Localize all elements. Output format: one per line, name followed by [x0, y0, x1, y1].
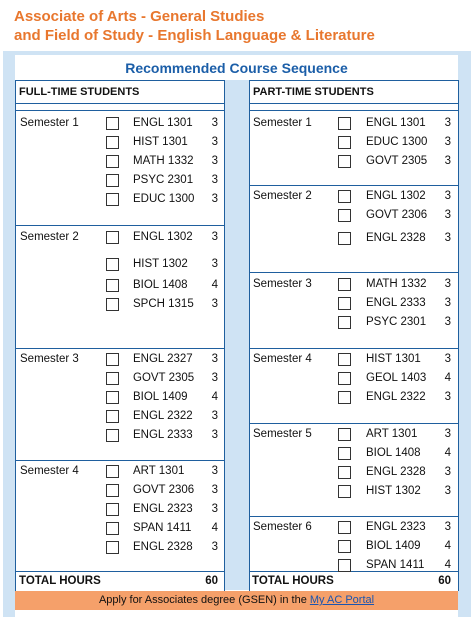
course-code-engl-2322: ENGL 2322: [366, 391, 426, 403]
course-code-govt-2305: GOVT 2305: [133, 372, 195, 384]
checkbox-psyc-2301[interactable]: [338, 316, 351, 329]
checkbox-engl-1301[interactable]: [338, 117, 351, 130]
course-credits-math-1332: 3: [444, 278, 451, 290]
course-credits-hist-1302: 3: [444, 485, 451, 497]
course-code-engl-2323: ENGL 2323: [366, 521, 426, 533]
checkbox-engl-2328[interactable]: [338, 232, 351, 245]
course-code-engl-2333: ENGL 2333: [133, 429, 193, 441]
course-credits-psyc-2301: 3: [211, 174, 218, 186]
divider: [249, 272, 458, 273]
part-time-heading: PART-TIME STUDENTS: [253, 86, 374, 98]
course-credits-engl-1301: 3: [444, 117, 451, 129]
full-time-semester-4-label: Semester 4: [20, 465, 79, 477]
course-credits-engl-2333: 3: [211, 429, 218, 441]
course-credits-engl-2323: 3: [211, 503, 218, 515]
course-code-math-1332: MATH 1332: [366, 278, 427, 290]
course-code-span-1411: SPAN 1411: [366, 559, 425, 571]
checkbox-engl-2328[interactable]: [106, 541, 119, 554]
column-gap: [224, 80, 249, 590]
course-credits-engl-1301: 3: [211, 117, 218, 129]
checkbox-hist-1301[interactable]: [338, 353, 351, 366]
course-code-engl-1301: ENGL 1301: [133, 117, 193, 129]
full-time-total-label: TOTAL HOURS: [19, 575, 101, 587]
course-code-educ-1300: EDUC 1300: [366, 136, 428, 148]
checkbox-engl-1302[interactable]: [338, 190, 351, 203]
checkbox-math-1332[interactable]: [338, 278, 351, 291]
divider: [249, 103, 458, 104]
course-code-hist-1301: HIST 1301: [133, 136, 188, 148]
part-time-semester-5-label: Semester 5: [253, 428, 312, 440]
apply-banner: [15, 591, 458, 610]
checkbox-engl-2322[interactable]: [106, 410, 119, 423]
course-credits-spch-1315: 3: [211, 298, 218, 310]
program-title: Associate of Arts - General Studies: [14, 8, 265, 25]
course-credits-educ-1300: 3: [211, 193, 218, 205]
full-time-total-value: 60: [205, 575, 218, 587]
full-time-semester-3-label: Semester 3: [20, 353, 79, 365]
checkbox-engl-1301[interactable]: [106, 117, 119, 130]
course-credits-engl-2333: 3: [444, 297, 451, 309]
course-credits-govt-2305: 3: [444, 155, 451, 167]
checkbox-biol-1408[interactable]: [106, 279, 119, 292]
divider: [249, 80, 458, 81]
course-code-hist-1301: HIST 1301: [366, 353, 421, 365]
divider: [15, 225, 224, 226]
course-code-engl-1301: ENGL 1301: [366, 117, 426, 129]
program-subtitle: and Field of Study - English Language & Literature: [14, 27, 375, 44]
checkbox-spch-1315[interactable]: [106, 298, 119, 311]
divider: [15, 571, 224, 572]
section-title: Recommended Course Sequence: [125, 60, 348, 76]
course-credits-biol-1408: 4: [444, 447, 451, 459]
divider: [15, 103, 224, 104]
course-code-hist-1302: HIST 1302: [133, 258, 188, 270]
divider: [249, 571, 458, 572]
course-code-govt-2306: GOVT 2306: [133, 484, 195, 496]
divider: [15, 348, 224, 349]
course-credits-engl-2328: 3: [444, 232, 451, 244]
checkbox-engl-2328[interactable]: [338, 466, 351, 479]
course-credits-engl-1302: 3: [211, 231, 218, 243]
course-credits-engl-2328: 3: [211, 541, 218, 553]
course-code-engl-2322: ENGL 2322: [133, 410, 193, 422]
divider: [15, 80, 16, 591]
part-time-semester-6-label: Semester 6: [253, 521, 312, 533]
course-code-psyc-2301: PSYC 2301: [133, 174, 194, 186]
divider: [249, 423, 458, 424]
checkbox-engl-2322[interactable]: [338, 391, 351, 404]
my-ac-portal-link[interactable]: My AC Portal: [309, 594, 375, 606]
checkbox-engl-2333[interactable]: [338, 297, 351, 310]
checkbox-art-1301[interactable]: [106, 465, 119, 478]
course-credits-art-1301: 3: [444, 428, 451, 440]
checkbox-biol-1409[interactable]: [338, 540, 351, 553]
checkbox-engl-2333[interactable]: [106, 429, 119, 442]
divider: [249, 516, 458, 517]
part-time-total-value: 60: [438, 575, 451, 587]
course-credits-hist-1301: 3: [444, 353, 451, 365]
divider: [249, 110, 458, 111]
checkbox-engl-2323[interactable]: [106, 503, 119, 516]
checkbox-educ-1300[interactable]: [338, 136, 351, 149]
course-code-engl-2328: ENGL 2328: [366, 466, 426, 478]
checkbox-biol-1408[interactable]: [338, 447, 351, 460]
divider: [15, 110, 224, 111]
course-credits-span-1411: 4: [211, 522, 218, 534]
course-credits-engl-2323: 3: [444, 521, 451, 533]
course-code-art-1301: ART 1301: [133, 465, 185, 477]
course-credits-psyc-2301: 3: [444, 316, 451, 328]
divider: [249, 348, 458, 349]
course-code-art-1301: ART 1301: [366, 428, 418, 440]
course-code-engl-2323: ENGL 2323: [133, 503, 193, 515]
divider: [249, 185, 458, 186]
course-credits-biol-1409: 4: [211, 391, 218, 403]
course-credits-engl-1302: 3: [444, 190, 451, 202]
checkbox-govt-2305[interactable]: [338, 155, 351, 168]
course-credits-biol-1408: 4: [211, 279, 218, 291]
course-credits-span-1411: 4: [444, 559, 451, 571]
part-time-semester-4-label: Semester 4: [253, 353, 312, 365]
full-time-semester-1-label: Semester 1: [20, 117, 79, 129]
full-time-heading: FULL-TIME STUDENTS: [19, 86, 140, 98]
course-code-engl-2327: ENGL 2327: [133, 353, 193, 365]
course-code-engl-2328: ENGL 2328: [133, 541, 193, 553]
part-time-semester-3-label: Semester 3: [253, 278, 312, 290]
course-code-engl-2328: ENGL 2328: [366, 232, 426, 244]
course-code-hist-1302: HIST 1302: [366, 485, 421, 497]
course-code-span-1411: SPAN 1411: [133, 522, 192, 534]
checkbox-psyc-2301[interactable]: [106, 174, 119, 187]
course-code-engl-1302: ENGL 1302: [133, 231, 193, 243]
checkbox-educ-1300[interactable]: [106, 193, 119, 206]
divider: [15, 80, 224, 81]
divider: [224, 80, 225, 591]
course-code-biol-1408: BIOL 1408: [366, 447, 421, 459]
course-credits-engl-2322: 3: [444, 391, 451, 403]
course-credits-biol-1409: 4: [444, 540, 451, 552]
divider: [458, 80, 459, 591]
divider: [249, 80, 250, 591]
checkbox-span-1411[interactable]: [338, 559, 351, 572]
checkbox-art-1301[interactable]: [338, 428, 351, 441]
checkbox-engl-2327[interactable]: [106, 353, 119, 366]
checkbox-biol-1409[interactable]: [106, 391, 119, 404]
course-credits-hist-1301: 3: [211, 136, 218, 148]
course-code-math-1332: MATH 1332: [133, 155, 194, 167]
course-credits-art-1301: 3: [211, 465, 218, 477]
course-credits-govt-2306: 3: [211, 484, 218, 496]
part-time-semester-2-label: Semester 2: [253, 190, 312, 202]
checkbox-engl-1302[interactable]: [106, 231, 119, 244]
checkbox-geol-1403[interactable]: [338, 372, 351, 385]
course-credits-govt-2305: 3: [211, 372, 218, 384]
course-code-educ-1300: EDUC 1300: [133, 193, 195, 205]
course-code-spch-1315: SPCH 1315: [133, 298, 194, 310]
checkbox-govt-2306[interactable]: [338, 209, 351, 222]
checkbox-govt-2306[interactable]: [106, 484, 119, 497]
checkbox-hist-1302[interactable]: [106, 258, 119, 271]
checkbox-hist-1302[interactable]: [338, 485, 351, 498]
part-time-semester-1-label: Semester 1: [253, 117, 312, 129]
course-code-govt-2306: GOVT 2306: [366, 209, 428, 221]
course-code-engl-2333: ENGL 2333: [366, 297, 426, 309]
checkbox-engl-2323[interactable]: [338, 521, 351, 534]
checkbox-govt-2305[interactable]: [106, 372, 119, 385]
checkbox-span-1411[interactable]: [106, 522, 119, 535]
divider: [15, 460, 224, 461]
course-code-engl-1302: ENGL 1302: [366, 190, 426, 202]
course-credits-hist-1302: 3: [211, 258, 218, 270]
course-credits-math-1332: 3: [211, 155, 218, 167]
course-code-biol-1409: BIOL 1409: [133, 391, 188, 403]
apply-text: Apply for Associates degree (GSEN) in the: [98, 594, 310, 606]
checkbox-hist-1301[interactable]: [106, 136, 119, 149]
course-credits-govt-2306: 3: [444, 209, 451, 221]
checkbox-math-1332[interactable]: [106, 155, 119, 168]
course-credits-engl-2322: 3: [211, 410, 218, 422]
course-credits-engl-2328: 3: [444, 466, 451, 478]
course-code-biol-1408: BIOL 1408: [133, 279, 188, 291]
course-credits-educ-1300: 3: [444, 136, 451, 148]
course-code-psyc-2301: PSYC 2301: [366, 316, 427, 328]
course-credits-geol-1403: 4: [444, 372, 451, 384]
part-time-total-label: TOTAL HOURS: [252, 575, 334, 587]
full-time-semester-2-label: Semester 2: [20, 231, 79, 243]
course-code-govt-2305: GOVT 2305: [366, 155, 428, 167]
course-code-biol-1409: BIOL 1409: [366, 540, 421, 552]
course-code-geol-1403: GEOL 1403: [366, 372, 427, 384]
course-credits-engl-2327: 3: [211, 353, 218, 365]
